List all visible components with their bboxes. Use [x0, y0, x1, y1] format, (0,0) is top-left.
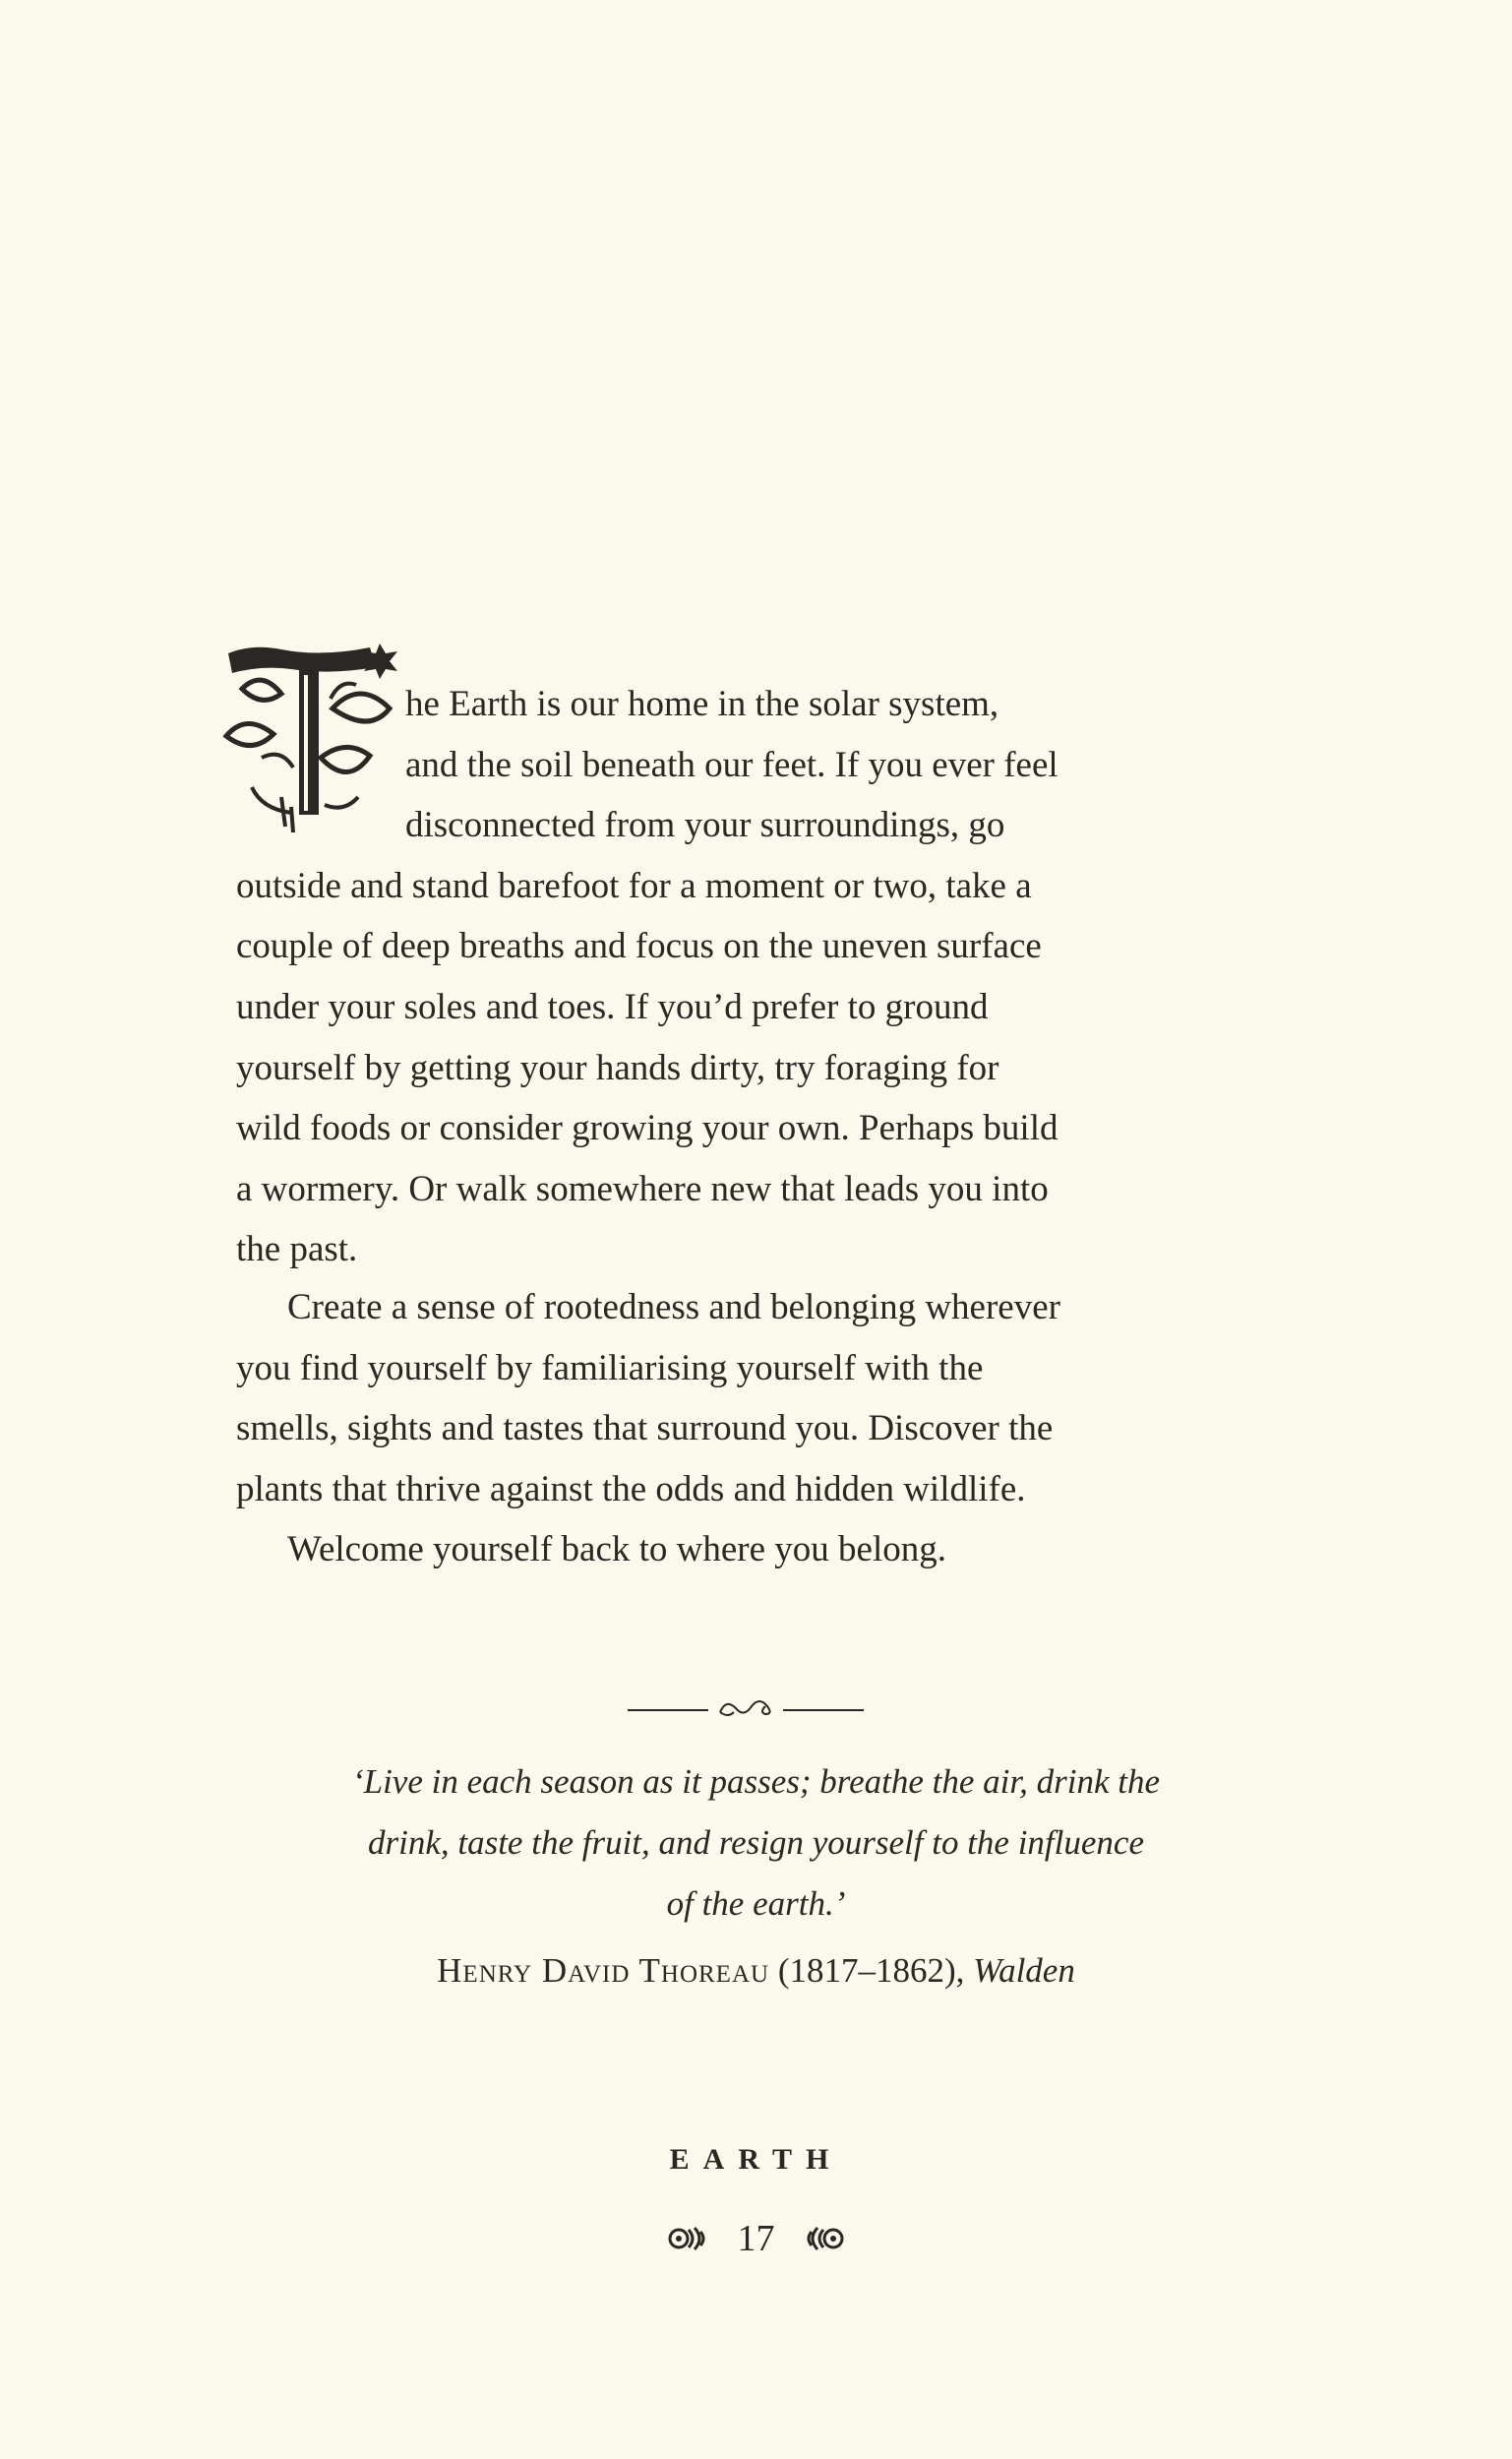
paragraph-1	[236, 674, 1279, 1280]
text-line: disconnected from your surroundings, go	[405, 805, 1005, 846]
paragraph-3	[236, 1519, 1279, 1580]
page-number: 17	[737, 2218, 775, 2260]
text-line: he Earth is our home in the solar system,	[405, 684, 999, 724]
text-line: plants that thrive against the odds and hidden wildlife.	[236, 1468, 1026, 1509]
author-dates: (1817–1862),	[769, 1951, 974, 1990]
text-line: yourself by getting your hands dirty, try foraging for	[236, 1047, 999, 1088]
running-footer-section-title: EARTH	[669, 2143, 843, 2176]
work-title: Walden	[973, 1951, 1075, 1990]
text-line: wild foods or consider growing your own. Perhaps build	[236, 1108, 1058, 1149]
quote-line: of the earth.’	[666, 1884, 846, 1923]
text-line: smells, sights and tastes that surround you. Discover the	[236, 1408, 1054, 1449]
text-line: a wormery. Or walk somewhere new that leads you into	[236, 1168, 1049, 1209]
text-line: Welcome yourself back to where you belong.	[287, 1529, 946, 1569]
text-line: outside and stand barefoot for a moment or two, take a	[236, 865, 1032, 906]
author-name: Henry David Thoreau	[437, 1951, 770, 1990]
flourish-divider-icon	[618, 1692, 874, 1722]
text-line: and the soil beneath our feet. If you ever feel	[405, 744, 1058, 785]
left-fleuron-icon	[667, 2222, 712, 2255]
text-line: couple of deep breaths and focus on the uneven surface	[236, 926, 1042, 967]
epigraph-quote	[197, 1752, 1315, 1935]
text-line: you find yourself by familiarising yourself with the	[236, 1347, 984, 1388]
quote-attribution	[197, 1940, 1315, 2001]
text-line: the past.	[236, 1229, 358, 1270]
text-line: Create a sense of rootedness and belonging wherever	[287, 1287, 1060, 1327]
quote-line: drink, taste the fruit, and resign yourself to the influence	[367, 1823, 1144, 1862]
paragraph-2	[236, 1277, 1279, 1519]
text-line: under your soles and toes. If you’d prefer to ground	[236, 986, 989, 1027]
quote-line: ‘Live in each season as it passes; breathe the air, drink the	[351, 1762, 1161, 1801]
page-folio	[0, 2214, 1512, 2260]
right-fleuron-icon	[800, 2222, 845, 2255]
